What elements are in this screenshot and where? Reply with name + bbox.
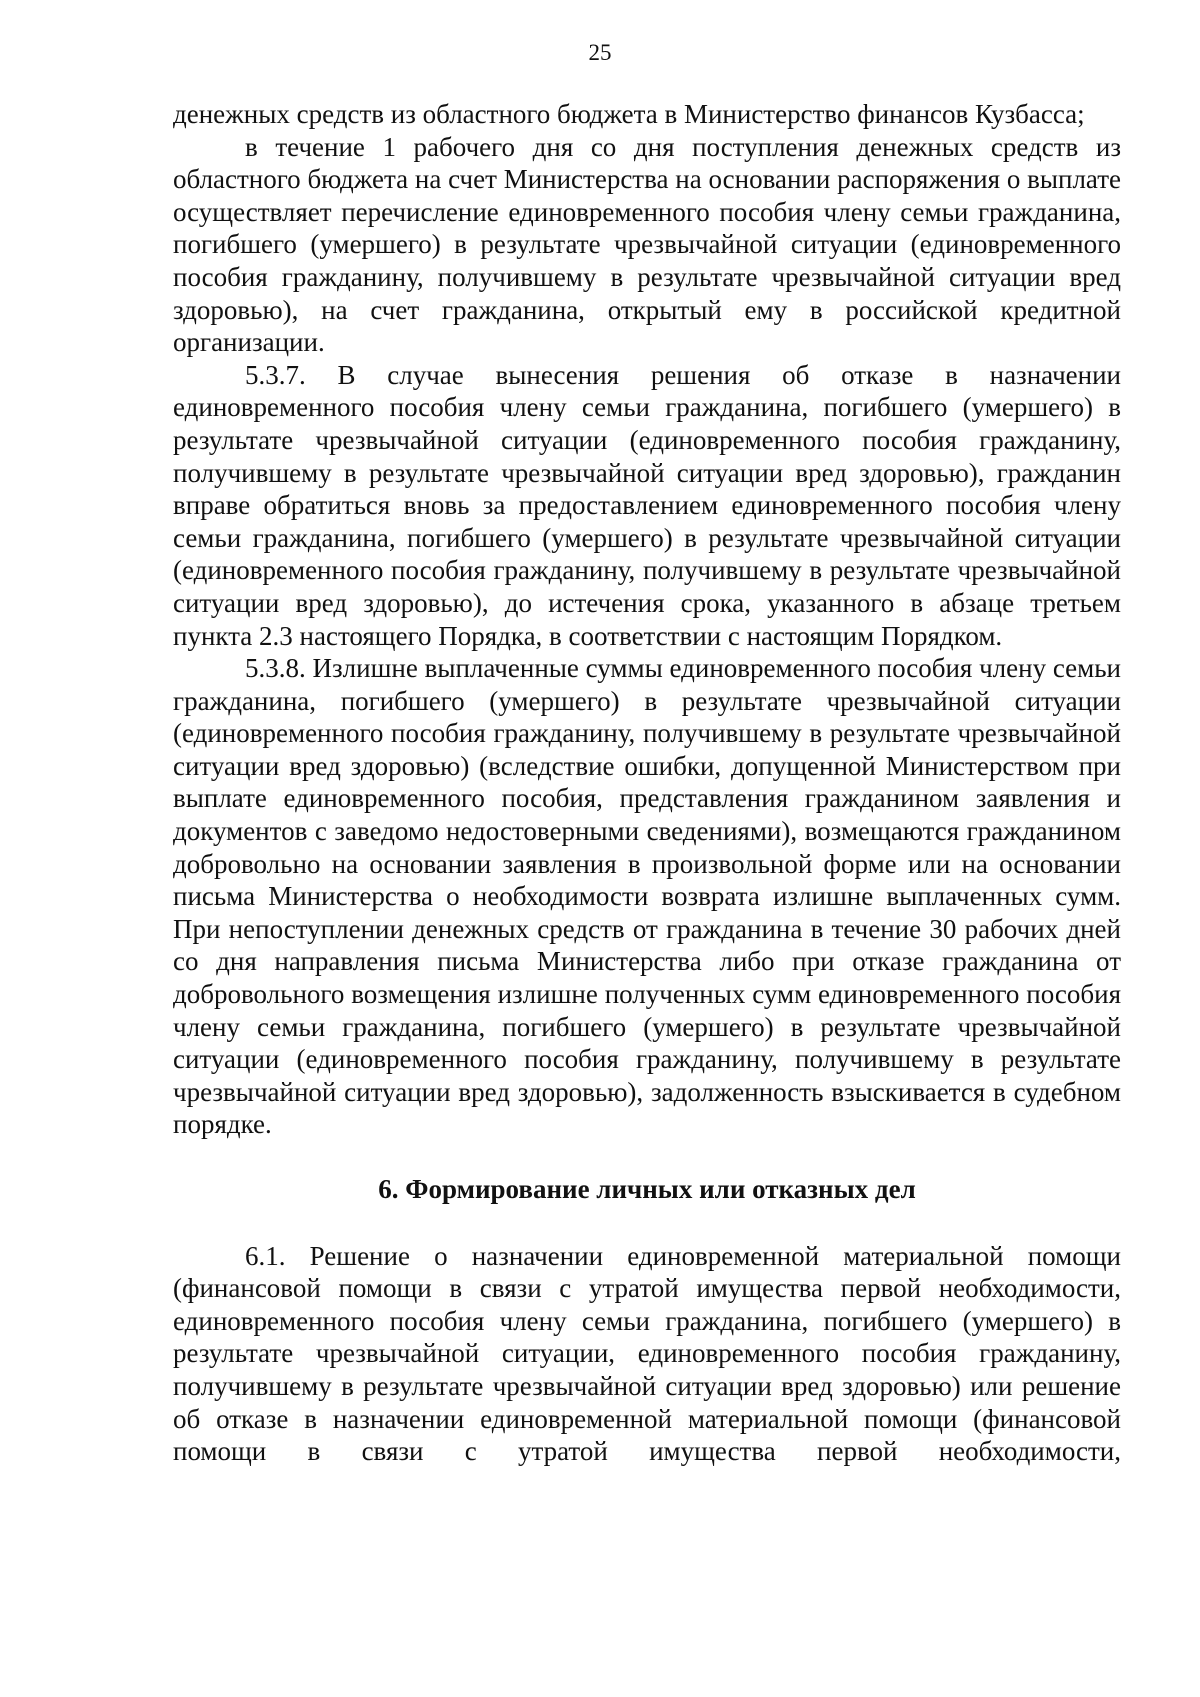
paragraph-6-1: 6.1. Решение о назначении единовременной материальной помощи (финансовой помощи в связи с утратой имущества первой необходимости, единовременного пособия члену семьи гражданина, погибшего (умершего) в результате чрезвычайной ситуации, единовременного пособия гражданину, получившему в результате чрезвычайной ситуации вред здоровью) или решение об отказе в назначении единовременной материальной помощи (финансовой помощи в связи с утратой имущества первой необходимости, [173,1240,1121,1467]
paragraph-transfer-payment: в течение 1 рабочего дня со дня поступления денежных средств из областного бюджета на счет Министерства на основании распоряжения о выплате осуществляет перечисление единовременного пособия члену семьи гражданина, погибшего (умершего) в результате чрезвычайной ситуации (единовременного пособия гражданину, получившему в результате чрезвычайной ситуации вред здоровью), на счет гражданина, открытый ему в российской кредитной организации. [173,131,1121,358]
paragraph-5-3-7: 5.3.7. В случае вынесения решения об отказе в назначении единовременного пособия члену семьи гражданина, погибшего (умершего) в результате чрезвычайной ситуации (единовременного пособия гражданину, получившему в результате чрезвычайной ситуации вред здоровью), гражданин вправе обратиться вновь за предоставлением единовременного пособия члену семьи гражданина, погибшего (умершего) в результате чрезвычайной ситуации (единовременного пособия гражданину, получившему в результате чрезвычайной ситуации вред здоровью), до истечения срока, указанного в абзаце третьем пункта 2.3 настоящего Порядка, в соответствии с настоящим Порядком. [173,359,1121,651]
document-body [173,98,1121,1468]
page-number: 25 [588,40,612,65]
paragraph-continuation: денежных средств из областного бюджета в Министерство финансов Кузбасса; [173,99,1085,129]
section-heading: 6. Формирование личных или отказных дел [378,1174,916,1204]
paragraph-5-3-8: 5.3.8. Излишне выплаченные суммы единовременного пособия члену семьи гражданина, погибшего (умершего) в результате чрезвычайной ситуации (единовременного пособия гражданину, получившему в результате чрезвычайной ситуации вред здоровью) (вследствие ошибки, допущенной Министерством при выплате единовременного пособия, представления гражданином заявления и документов с заведомо недостоверными сведениями), возмещаются гражданином добровольно на основании заявления в произвольной форме или на основании письма Министерства о необходимости возврата излишне выплаченных сумм. При непоступлении денежных средств от гражданина в течение 30 рабочих дней со дня направления письма Министерства либо при отказе гражданина от добровольного возмещения излишне полученных сумм единовременного пособия члену семьи гражданина, погибшего (умершего) в результате чрезвычайной ситуации (единовременного пособия гражданину, получившему в результате чрезвычайной ситуации вред здоровью), задолженность взыскивается в судебном порядке. [173,653,1121,1140]
